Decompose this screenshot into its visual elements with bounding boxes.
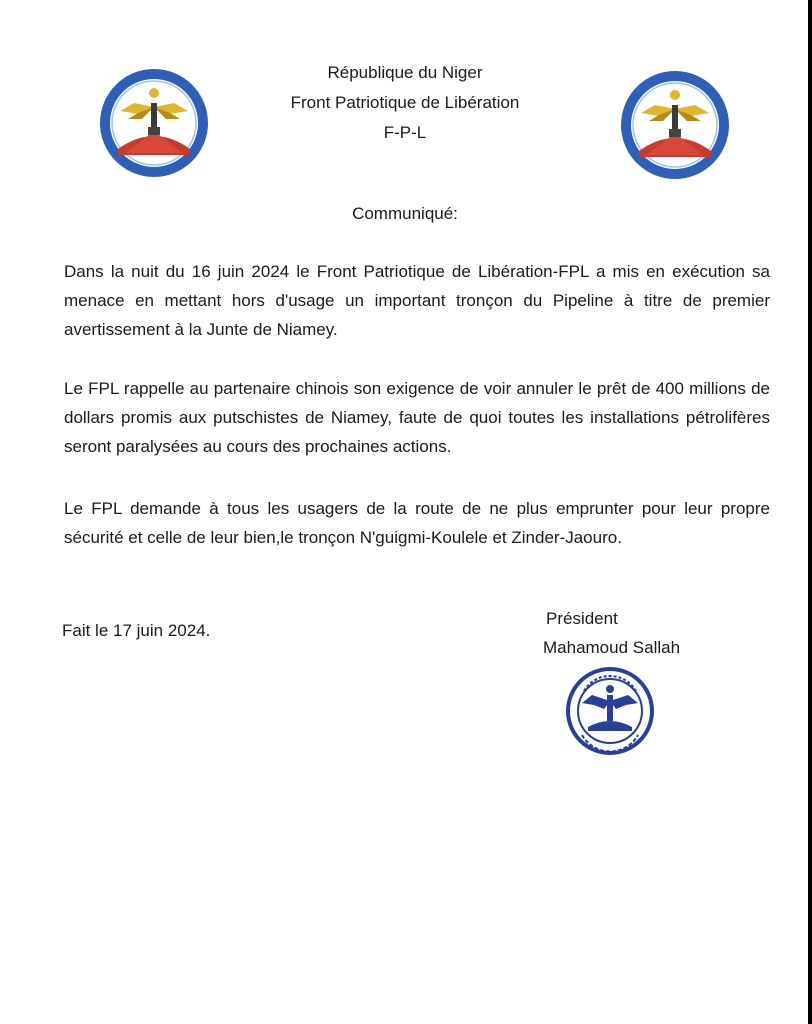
body-paragraph: Le FPL demande à tous les usagers de la route de ne plus emprunter pour leur propre sécurité et celle de leur bien,le tronçon N'guigmi-Koulele et Zinder-Jaouro. (64, 499, 770, 547)
official-seal-icon (566, 667, 654, 755)
fpl-emblem-left-icon (98, 67, 210, 179)
signatory-name: Mahamoud Sallah (543, 638, 681, 657)
country-name: République du Niger (327, 63, 483, 82)
document-date: Fait le 17 juin 2024. (62, 621, 211, 640)
signatory-role: Président (546, 609, 618, 628)
body-paragraph: Le FPL rappelle au partenaire chinois son exigence de voir annuler le prêt de 400 millions de dollars promis aux putschistes de Niamey, faute de quoi toutes les installations pétrolifères seront paralysées au cours des prochaines actions. (64, 379, 770, 456)
fpl-emblem-right-icon (619, 69, 731, 181)
organization-name: Front Patriotique de Libération (290, 93, 520, 112)
letterhead (250, 58, 560, 148)
body-paragraph: Dans la nuit du 16 juin 2024 le Front Patriotique de Libération-FPL a mis en exécution sa menace en mettant hors d'usage un important tronçon du Pipeline à titre de premier avertissement à la Junte de Niamey. (64, 262, 770, 339)
organization-acronym: F-P-L (383, 123, 427, 142)
document-title: Communiqué: (352, 204, 458, 223)
